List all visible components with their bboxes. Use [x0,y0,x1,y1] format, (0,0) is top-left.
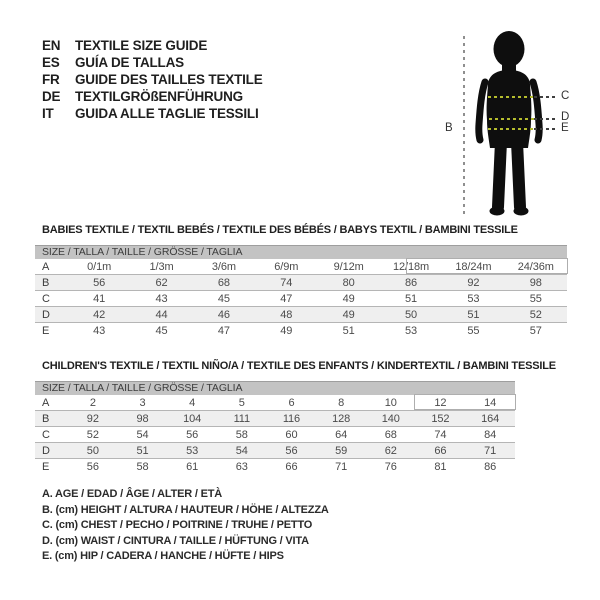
table-row [35,307,567,323]
size-value-cell: 56 [186,428,199,441]
size-value-cell: 58 [235,428,248,441]
size-value-cell: 54 [136,428,149,441]
size-value-cell: 53 [467,292,480,305]
size-value-cell: 98 [136,412,149,425]
size-value-cell: 9/12m [333,260,364,273]
language-row-it [42,105,263,122]
babies-size-header-bar: SIZE / TALLA / TAILLE / GRÖSSE / TAGLIA [35,245,567,259]
table-row [35,323,567,339]
size-value-cell: 24/36m [517,260,554,273]
row-label: A [42,396,50,409]
size-value-cell: 68 [384,428,397,441]
table-row [35,395,515,411]
size-value-cell: 56 [285,444,298,457]
babies-section-heading: BABIES TEXTILE / TEXTIL BEBÉS / TEXTILE DES BÉBÉS / BABYS TEXTIL / BAMBINI TESSILE [42,224,518,236]
size-value-cell: 62 [384,444,397,457]
size-value-cell: 55 [529,292,542,305]
chest-measure-line [488,96,534,98]
size-value-cell: 51 [467,308,480,321]
size-value-cell: 42 [93,308,106,321]
language-code: IT [42,106,54,121]
size-value-cell: 86 [484,460,497,473]
legend-chest: C. (cm) CHEST / PECHO / POITRINE / TRUHE / PETTO [42,519,313,531]
row-label: D [42,308,50,321]
language-code: FR [42,72,60,87]
guide-title: TEXTILGRÖßENFÜHRUNG [75,89,243,104]
size-value-cell: 48 [280,308,293,321]
hip-measure-line [488,128,534,130]
children-section-heading: CHILDREN'S TEXTILE / TEXTIL NIÑO/A / TEXTILE DES ENFANTS / KINDERTEXTIL / BAMBINI TESSILE [42,360,556,372]
size-value-cell: 1/3m [149,260,174,273]
hip-measure-line-extension [534,128,556,130]
children-size-header-bar: SIZE / TALLA / TAILLE / GRÖSSE / TAGLIA [35,381,515,395]
row-label: B [42,412,50,425]
height-measure-label: B [445,122,453,134]
legend-height: B. (cm) HEIGHT / ALTURA / HAUTEUR / HÖHE / ALTEZZA [42,503,329,516]
size-value-cell: 68 [217,276,230,289]
table-row [35,443,515,459]
guide-title: GUÍA DE TALLAS [75,55,184,70]
size-value-cell: 98 [529,276,542,289]
size-value-cell: 128 [332,412,351,425]
row-label: C [42,292,50,305]
table-row [35,427,515,443]
size-value-cell: 10 [384,396,397,409]
size-value-cell: 152 [431,412,450,425]
size-value-cell: 47 [217,324,230,337]
size-value-cell: 140 [381,412,400,425]
legend-waist: D. (cm) WAIST / CINTURA / TAILLE / HÜFTUNG / VITA [42,534,309,547]
size-value-cell: 53 [186,444,199,457]
size-value-cell: 71 [484,444,497,457]
waist-measure-line [489,118,534,120]
size-value-cell: 80 [342,276,355,289]
row-label: D [42,444,50,457]
size-value-cell: 8 [338,396,345,409]
size-value-cell: 51 [136,444,149,457]
size-value-cell: 74 [280,276,293,289]
size-value-cell: 46 [217,308,230,321]
language-code: EN [42,38,61,53]
size-value-cell: 41 [93,292,106,305]
measurement-legend [42,487,329,565]
height-measure-line [463,36,465,214]
size-value-cell: 14 [484,396,497,409]
child-silhouette-icon [470,28,546,218]
size-value-cell: 5 [238,396,245,409]
table-row [35,275,567,291]
size-value-cell: 0/1m [87,260,112,273]
language-title-list [42,37,263,122]
table-row [35,459,515,475]
language-row-fr [42,71,263,88]
guide-title: GUIDE DES TAILLES TEXTILE [75,72,263,87]
size-value-cell: 81 [434,460,447,473]
language-row-en [42,37,263,54]
size-value-cell: 71 [335,460,348,473]
size-value-cell: 74 [434,428,447,441]
size-value-cell: 45 [217,292,230,305]
table-row [35,291,567,307]
chest-measure-line-extension [534,96,556,98]
size-value-cell: 56 [93,276,106,289]
size-value-cell: 54 [235,444,248,457]
legend-age: A. AGE / EDAD / ÂGE / ALTER / ETÀ [42,488,223,500]
language-code: ES [42,55,60,70]
children-size-table [35,381,515,474]
size-value-cell: 18/24m [455,260,492,273]
babies-size-table [35,245,567,338]
guide-title: TEXTILE SIZE GUIDE [75,38,208,53]
language-row-es [42,54,263,71]
size-value-cell: 56 [86,460,99,473]
size-value-cell: 86 [405,276,418,289]
size-value-cell: 52 [86,428,99,441]
size-value-cell: 111 [233,412,250,425]
size-value-cell: 51 [342,324,355,337]
size-value-cell: 3 [139,396,146,409]
size-value-cell: 50 [86,444,99,457]
size-value-cell: 49 [342,308,355,321]
size-value-cell: 66 [434,444,447,457]
legend-hip: E. (cm) HIP / CADERA / HANCHE / HÜFTE / HIPS [42,550,284,562]
table-row [35,411,515,427]
size-value-cell: 49 [280,324,293,337]
size-value-cell: 3/6m [211,260,236,273]
size-value-cell: 92 [86,412,99,425]
size-value-cell: 64 [335,428,348,441]
size-value-cell: 6/9m [274,260,299,273]
waist-measure-line-extension [534,118,556,120]
size-value-cell: 2 [89,396,96,409]
size-value-cell: 44 [155,308,168,321]
size-value-cell: 12 [434,396,447,409]
size-value-cell: 47 [280,292,293,305]
row-label: E [42,460,50,473]
language-row-de [42,88,263,105]
size-value-cell: 51 [405,292,418,305]
size-value-cell: 12/18m [393,260,430,273]
size-value-cell: 55 [467,324,480,337]
size-value-cell: 104 [183,412,202,425]
size-value-cell: 43 [93,324,106,337]
row-label: B [42,276,50,289]
hip-measure-label: E [561,122,569,134]
chest-measure-label: C [561,90,570,102]
size-value-cell: 84 [484,428,497,441]
size-value-cell: 49 [342,292,355,305]
size-value-cell: 63 [235,460,248,473]
size-value-cell: 6 [288,396,295,409]
row-label: E [42,324,50,337]
size-value-cell: 57 [529,324,542,337]
size-value-cell: 53 [405,324,418,337]
size-value-cell: 45 [155,324,168,337]
size-value-cell: 164 [481,412,500,425]
size-value-cell: 52 [529,308,542,321]
waist-measure-label: D [561,111,570,123]
table-row [35,259,567,275]
size-value-cell: 92 [467,276,480,289]
size-value-cell: 43 [155,292,168,305]
size-value-cell: 60 [285,428,298,441]
language-code: DE [42,89,61,104]
size-value-cell: 58 [136,460,149,473]
row-label: A [42,260,50,273]
size-value-cell: 4 [189,396,196,409]
size-value-cell: 116 [282,412,301,425]
size-value-cell: 66 [285,460,298,473]
size-value-cell: 62 [155,276,168,289]
guide-title: GUIDA ALLE TAGLIE TESSILI [75,106,259,121]
size-value-cell: 50 [405,308,418,321]
size-value-cell: 59 [335,444,348,457]
row-label: C [42,428,50,441]
size-value-cell: 61 [186,460,199,473]
size-value-cell: 76 [384,460,397,473]
